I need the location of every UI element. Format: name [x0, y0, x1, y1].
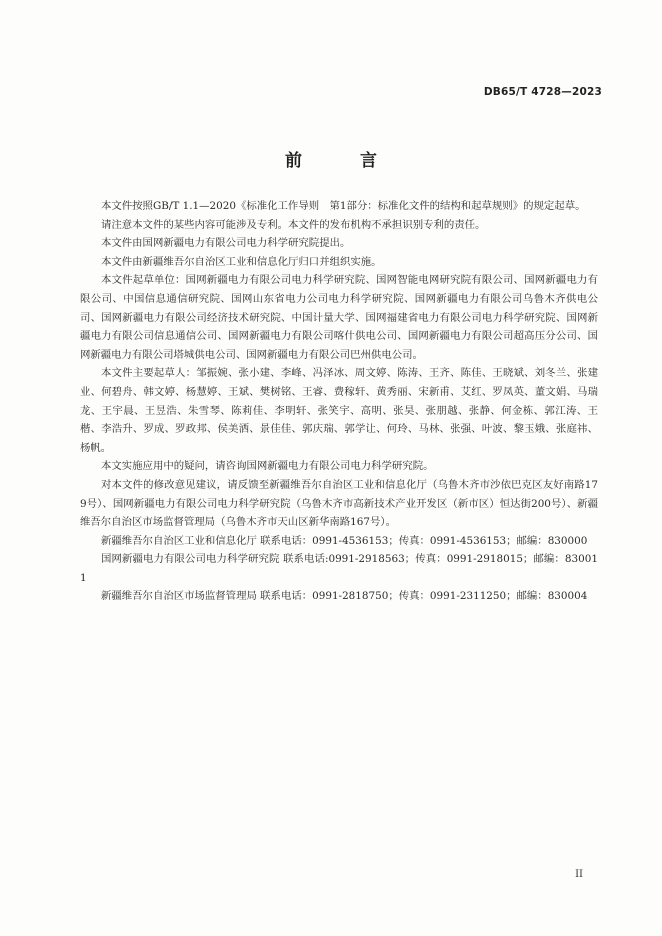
paragraph-proposer: 本文件由国网新疆电力有限公司电力科学研究院提出。 — [101, 237, 351, 250]
paragraph-drafting-units: 本文件起草单位：国网新疆电力有限公司电力科学研究院、国网智能电网研究院有限公司、国网新疆电力有限公司、中国信息通信研究院、国网山东省电力公司电力科学研究院、国网新疆电力有限公司乌鲁木齐供电公司、国网新疆电力有限公司经济技术研究院、中国计量大学、国网福建省电力有限公司电力科学研究院、国网新疆电力有限公司信息通信公司、国网新疆电力有限公司喀什供电公司、国网新疆电力有限公司超高压分公司、国网新疆电力有限公司塔城供电公司、国网新疆电力有限公司巴州供电公司。 — [80, 274, 598, 361]
paragraph-patent-notice: 请注意本文件的某些内容可能涉及专利。本文件的发布机构不承担识别专利的责任。 — [101, 218, 486, 231]
document-code: DB65/T 4728—2023 — [483, 86, 602, 98]
paragraph-feedback: 对本文件的修改意见建议，请反馈至新疆维吾尔自治区工业和信息化厅（乌鲁木齐市沙依巴克区友好南路179号）、国网新疆电力有限公司电力科学研究院（乌鲁木齐市高新技术产业开发区（新市区）恒达街200号）、新疆维吾尔自治区市场监督管理局（乌鲁木齐市天山区新华南路167号）。 — [80, 478, 598, 529]
paragraph-contact-industry-dept: 新疆维吾尔自治区工业和信息化厅 联系电话：0991-4536153；传真：0991-4536153；邮编：830000 — [101, 534, 588, 547]
paragraph-inquiries: 本文实施应用中的疑问，请咨询国网新疆电力有限公司电力科学研究院。 — [101, 460, 434, 473]
paragraph-administrator: 本文件由新疆维吾尔自治区工业和信息化厅归口并组织实施。 — [101, 255, 382, 268]
paragraph-contact-research-institute: 国网新疆电力有限公司电力科学研究院 联系电话:0991-2918563；传真：0991-2918015；邮编：830011 — [80, 553, 598, 584]
page-title: 前 言 — [285, 151, 403, 171]
paragraph-drafting-rules: 本文件按照GB/T 1.1—2020《标准化工作导则 第1部分：标准化文件的结构和起草规则》的规定起草。 — [101, 200, 586, 212]
paragraph-contact-market-supervision: 新疆维吾尔自治区市场监督管理局 联系电话：0991-2818750；传真：0991-2311250；邮编：830004 — [101, 590, 588, 603]
document-body — [80, 197, 598, 606]
paragraph-drafters: 本文件主要起草人：邹振婉、张小建、李峰、冯泽冰、周文婷、陈涛、王齐、陈佳、王晓斌、刘冬兰、张建业、何碧舟、韩文婷、杨慧婷、王斌、樊树铭、王睿、费稼轩、黄秀丽、宋新甫、艾红、罗凤英、董文娟、马瑞龙、王宇晨、王昱浩、朱雪琴、陈莉佳、李明轩、张笑宇、高明、张昊、张朋越、张静、何金栋、郭江涛、王楷、李浩升、罗成、罗政邦、侯美洒、景佳佳、郭庆瑞、郭学让、何玲、马林、张强、叶波、黎玉娥、张庭祎、杨帆。 — [80, 367, 598, 454]
page-number: II — [575, 869, 583, 880]
